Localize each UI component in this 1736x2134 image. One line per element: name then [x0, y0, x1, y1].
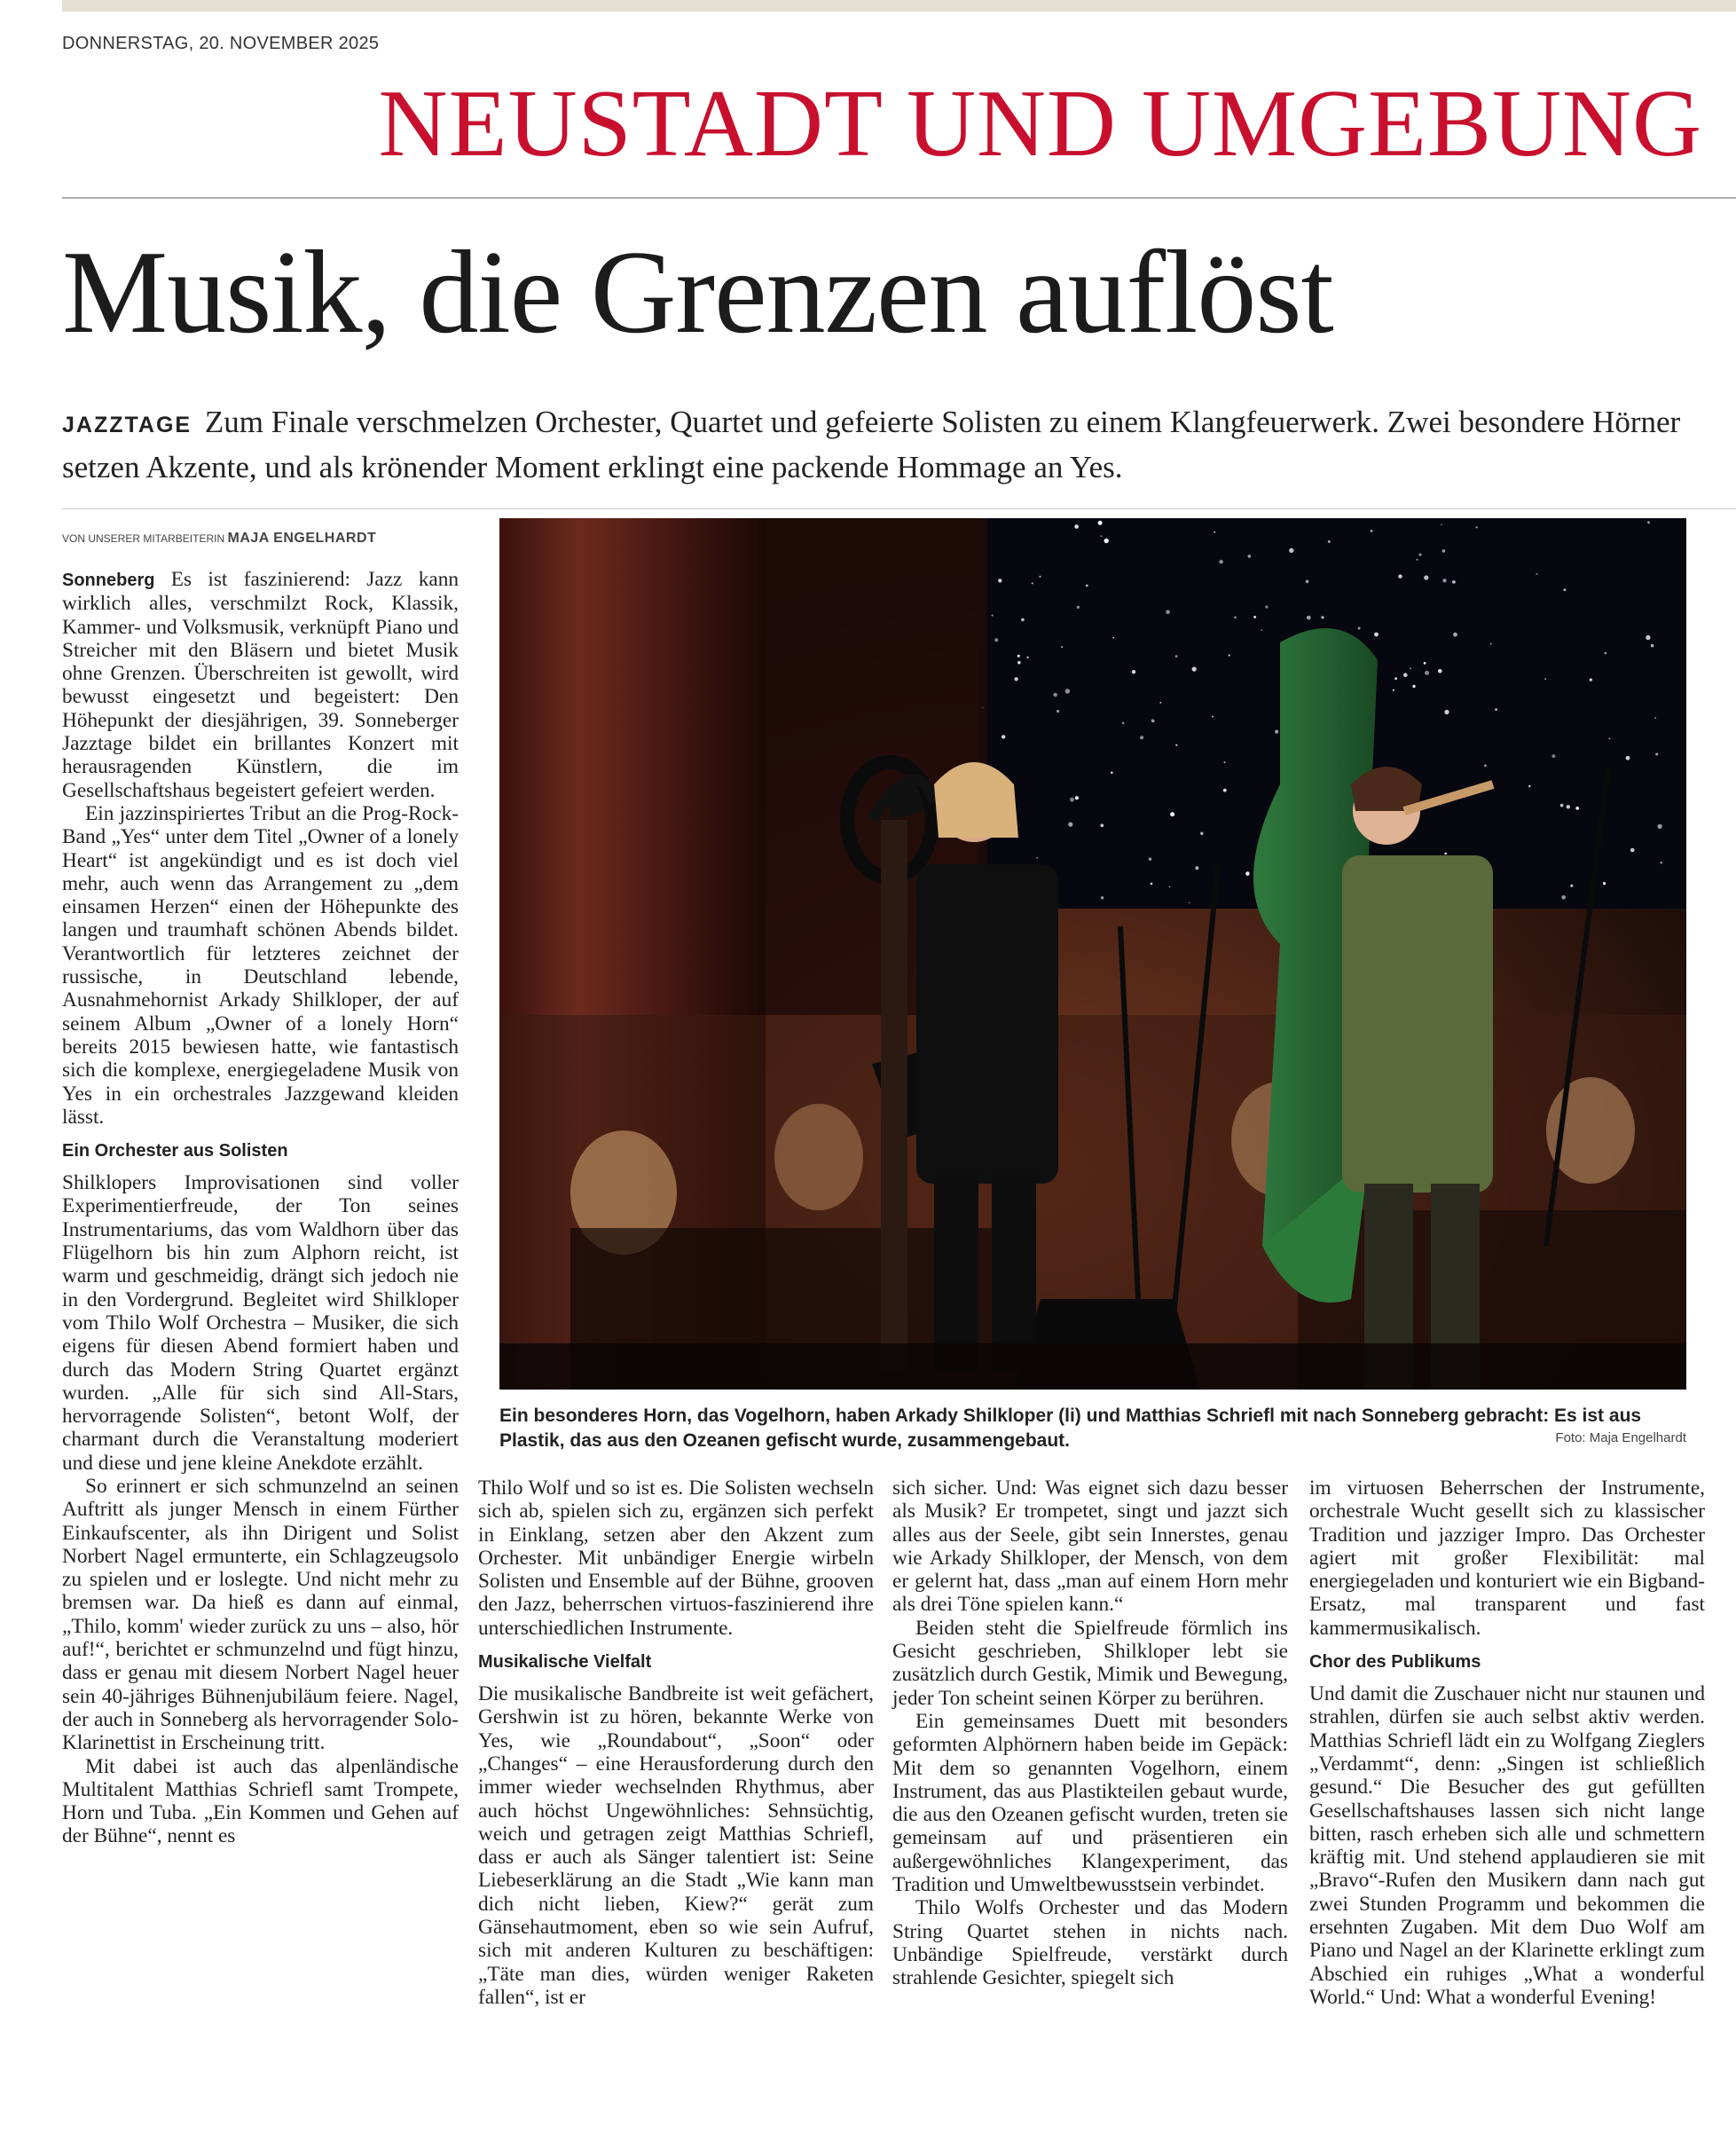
paragraph: So erinnert er sich schmunzelnd an seinen Auftritt als junger Mensch in einem Fürther Einkaufscenter, als ihn Dirigent und Solist Norbert Nagel ermunterte, ein Schlagzeugsolo zu spielen und er loslegte. Und nicht mehr zu bremsen war. Da hieß es dann auf einmal, „Thilo, komm' wieder zurück zu uns – also, hör auf!“, berichtet er schmunzelnd und fügt hinzu, dass er genau mit diesem Norbert Nagel heuer sein 40-jähriges Bühnenjubiläum feiere. Nagel, der auch in Sonneberg als hervorragender Solo-Klarinettist in Erscheinung tritt.	[62, 1474, 459, 1755]
header-rule	[62, 197, 1736, 199]
subheading-vielfalt: Musikalische Vielfalt	[478, 1652, 652, 1673]
byline	[62, 531, 376, 547]
paragraph: Mit dabei ist auch das alpenländische Multitalent Matthias Schriefl samt Trompete, Horn und Tuba. „Ein Kommen und Gehen auf der Bühne“, nennt es	[62, 1754, 459, 1848]
column-1	[62, 568, 459, 1848]
deck-text: Zum Finale verschmelzen Orchester, Quartet und gefeierte Solisten zu einem Klangfeuerwerk. Zwei besondere Hörner setzen Akzente, und als krönender Moment erklingt eine packende Hommage an Yes.	[62, 405, 1681, 484]
paragraph: Ein gemeinsames Duett mit besonders geformten Alphörnern haben beide im Gepäck: Mit dem so genannten Vogelhorn, einem Instrument, das aus Plastikteilen gebaut wurde, die aus den Ozeanen gefischt wurden, treten sie gemeinsam auf und präsentieren ein außergewöhnliches Klangexperiment, das Tradition und Umweltbewusstsein verbindet.	[892, 1709, 1288, 1897]
paragraph: Sonneberg Es ist faszinierend: Jazz kann wirklich alles, verschmilzt Rock, Klassik, Kammer- und Volksmusik, verknüpft Piano und Streicher mit den Bläsern und bietet Musik ohne Grenzen. Überschreiten ist gewollt, wird bewusst eingesetzt und begeistert: Den Höhepunkt der diesjährigen, 39. Sonneberger Jazztage bildet ein brillantes Konzert mit herausragenden Künstlern, die im Gesellschaftshaus begeistert gefeiert werden.	[62, 568, 459, 802]
column-3	[892, 1476, 1288, 1990]
deck-kicker: JAZZTAGE	[62, 413, 192, 437]
subheading-chor: Chor des Publikums	[1309, 1652, 1481, 1673]
photo-caption: Ein besonderes Horn, das Vogelhorn, haben Arkady Shilkloper (li) und Matthias Schriefl mit nach Sonneberg gebracht: Es ist aus Plastik, das aus den Ozeanen gefischt wurde, zusammengebaut.	[499, 1406, 1642, 1451]
paragraph: Thilo Wolfs Orchester und das Modern String Quartet stehen in nichts nach. Unbändige Spielfreude, verstärkt durch strahlende Gesichter, spiegelt sich	[892, 1896, 1288, 1990]
deck-rule	[62, 508, 1736, 509]
article-headline: Musik, die Grenzen auflöst	[62, 226, 1333, 358]
article-deck	[62, 401, 1694, 488]
paragraph: sich sicher. Und: Was eignet sich dazu besser als Musik? Er trompetet, singt und jazzt sich alles aus der Seele, gibt sein Innerstes, genau wie Arkady Shilkloper, der Mensch, von dem er gelernt hat, dass „man auf einem Horn mehr als drei Töne spielen kann.“	[892, 1476, 1288, 1617]
section-title: NEUSTADT UND UMGEBUNG	[378, 71, 1702, 177]
concert-photo	[499, 518, 1686, 1390]
paragraph: Die musikalische Bandbreite ist weit gefächert, Gershwin ist zu hören, bekannte Werke von Yes, wie „Roundabout“, „Soon“ oder „Changes“ – eine Herausforderung durch den immer wieder wechselnden Rhythmus, aber auch höchst Ungewöhnliches: Sehnsüchtig, weich und getragen zeigt Matthias Schriefl, dass er auch als Sänger talentiert ist: Seine Liebeserklärung an die Stadt „Wie kann man dich nicht lieben, Kiew?“ gerät zum Gänsehautmoment, eben so wie sein Aufruf, sich mit anderen Kulturen zu beschäftigen: „Täte man dies, würden weniger Raketen fallen“, ist er	[478, 1682, 874, 2009]
paragraph: Beiden steht die Spielfreude förmlich ins Gesicht geschrieben, Shilkloper lebt sie zusätzlich durch Gestik, Mimik und Bewegung, jeder Ton scheint seinen Körper zu berühren.	[892, 1616, 1288, 1710]
column-4	[1309, 1476, 1705, 2009]
photo-credit: Foto: Maja Engelhardt	[1555, 1430, 1686, 1445]
byline-prefix: VON UNSERER MITARBEITERIN	[62, 532, 225, 545]
paragraph: Shilklopers Improvisationen sind voller Experimentierfreude, der Ton seines Instrumentariums, das vom Waldhorn über das Flügelhorn bis hin zum Alphorn reicht, ist warm und geschmeidig, drängt sich jedoch nie in den Vordergrund. Begleitet wird Shilkloper vom Thilo Wolf Orchestra – Musiker, die sich eigens für diesen Abend formiert haben und durch das Modern String Quartet ergänzt wurden. „Alle für sich sind All-Stars, hervorragende Solisten“, betont Wolf, der charmant durch die Veranstaltung moderiert und diese und jene kleine Anekdote erzählt.	[62, 1171, 459, 1475]
dateline: Sonneberg	[62, 571, 155, 590]
subheading-orchester: Ein Orchester aus Solisten	[62, 1141, 288, 1161]
paragraph: im virtuosen Beherrschen der Instrumente, orchestrale Wucht gesellt sich zu klassischer Tradition und jazziger Impro. Das Orchester agiert mit großer Flexibilität: mal energiegeladen und konturiert wie ein Bigband-Ersatz, mal transparent und fast kammermusikalisch.	[1309, 1476, 1705, 1640]
column-2	[478, 1476, 874, 2009]
paragraph: Thilo Wolf und so ist es. Die Solisten wechseln sich ab, spielen sich zu, ergänzen sich perfekt in Einklang, setzen aber den Akzent zum Orchester. Mit unbändiger Energie wirbeln Solisten und Ensemble auf der Bühne, grooven den Jazz, beherrschen virtuos-faszinierend ihre unterschiedlichen Instrumente.	[478, 1476, 874, 1640]
paragraph: Ein jazzinspiriertes Tribut an die Prog-Rock-Band „Yes“ unter dem Titel „Owner of a lonely Heart“ ist angekündigt und es ist doch viel mehr, auch wenn das Arrangement zu „dem einsamen Herzen“ einen der Höhepunkte des langen und traumhaft schönen Abends bildet. Verantwortlich für letzteres zeichnet der russische, in Deutschland lebende, Ausnahmehornist Arkady Shilkloper, der auf seinem Album „Owner of a lonely Horn“ bereits 2015 bewiesen hatte, wie fantastisch sich die komplexe, energiegeladene Musik von Yes in ein orchestrales Jazzgewand kleiden lässt.	[62, 801, 459, 1129]
paragraph: Und damit die Zuschauer nicht nur staunen und strahlen, dürfen sie auch selbst aktiv werden. Matthias Schriefl lädt ein zu Wolfgang Zieglers „Verdammt“, denn: „Singen ist schließlich gesund.“ Die Besucher des gut gefüllten Gesellschaftshauses lassen sich nicht lange bitten, rasch erheben sich alle und schmettern kräftig mit. Und stehend applaudieren sie mit „Bravo“-Rufen den Musikern dann nach gut zwei Stunden Programm und bekommen die ersehnten Zugaben. Mit dem Duo Wolf am Piano und Nagel an der Klarinette erklingt zum Abschied ein ruhiges „What a wonderful World.“ Und: What a wonderful Evening!	[1309, 1682, 1705, 2009]
top-color-band	[62, 0, 1736, 12]
issue-date: DONNERSTAG, 20. NOVEMBER 2025	[62, 34, 380, 53]
byline-author: MAJA ENGELHARDT	[227, 531, 377, 546]
